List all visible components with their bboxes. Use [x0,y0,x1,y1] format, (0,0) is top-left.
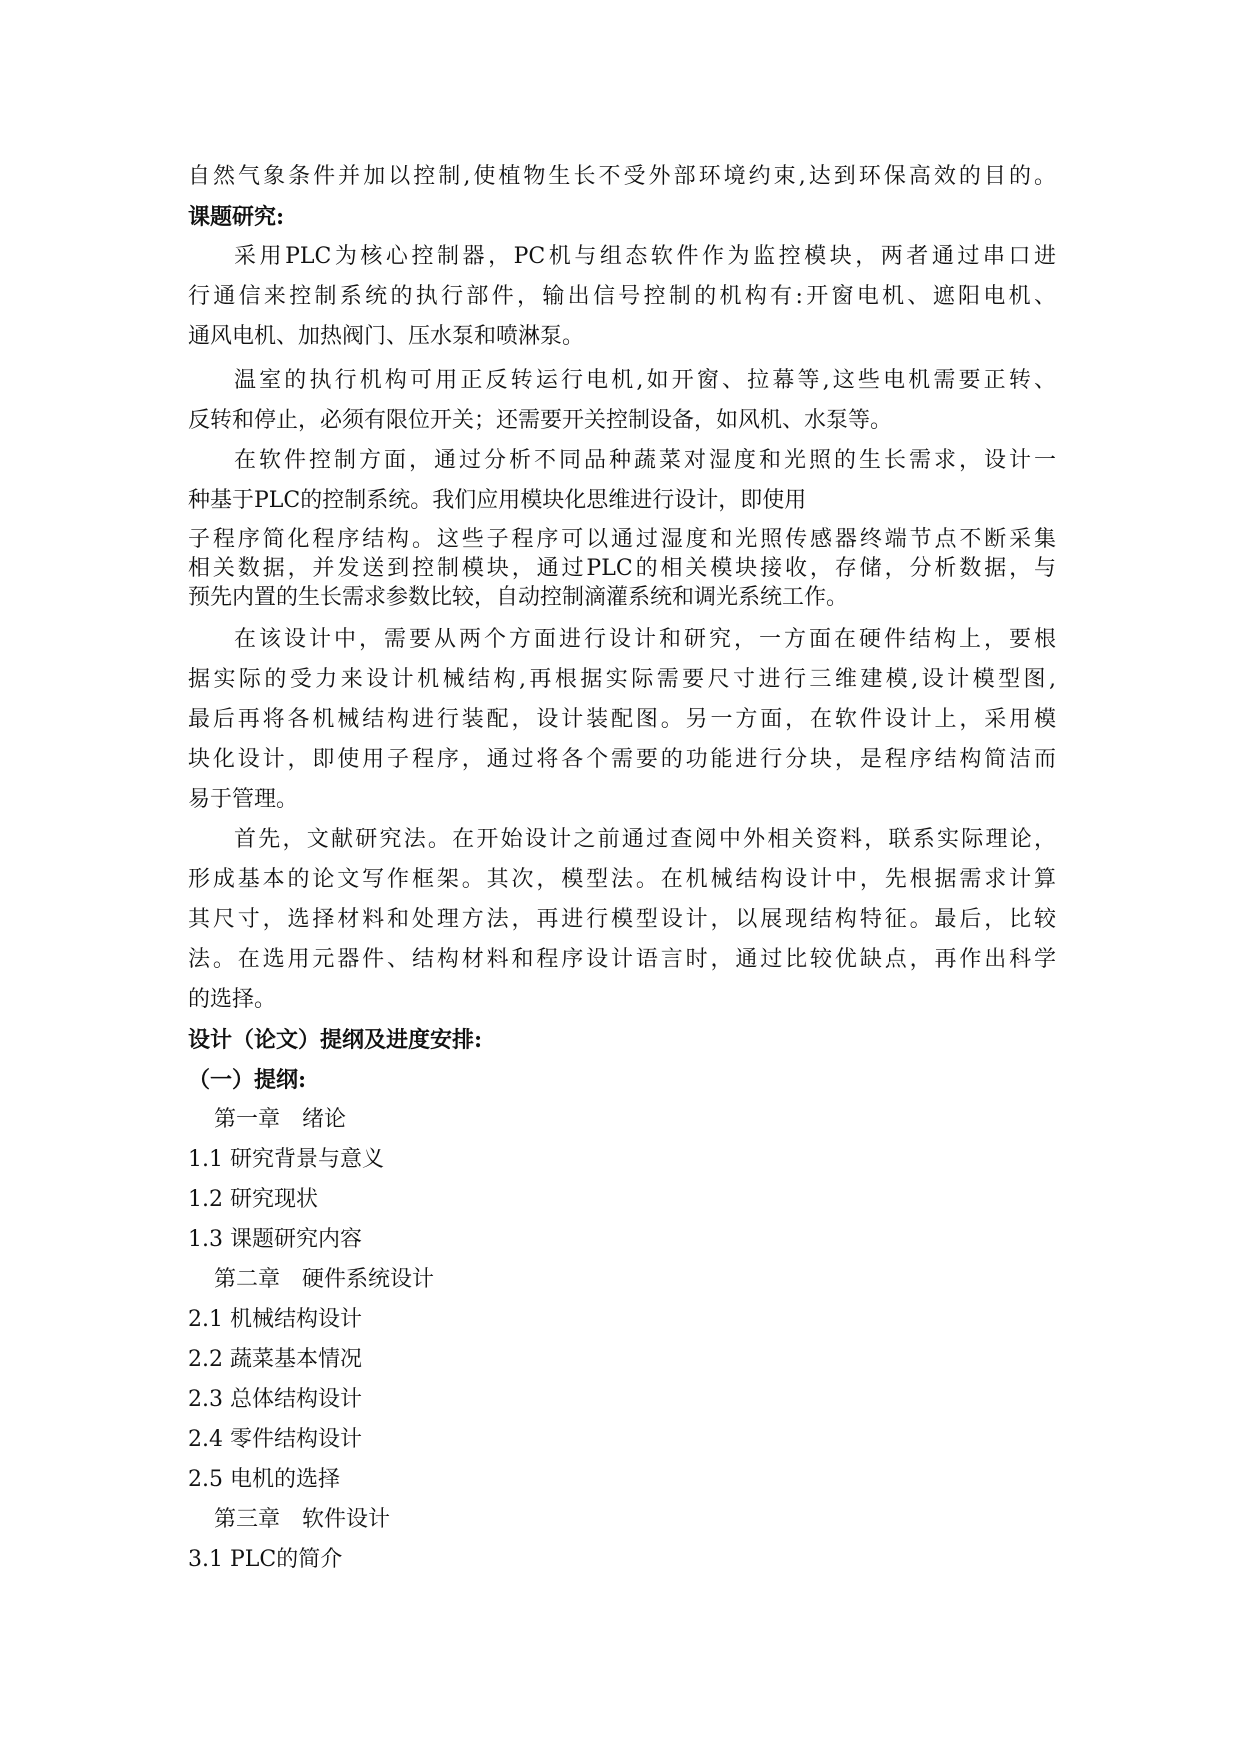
paragraph-greenhouse-line-1: 温室的执行机构可用正反转运行电机,如开窗、拉幕等,这些电机需要正转、 [234,368,1056,393]
paragraph-design-line-3: 最后再将各机械结构进行装配，设计装配图。另一方面，在软件设计上，采用模 [188,707,1056,732]
paragraph-continuation-line: 自然气象条件并加以控制,使植物生长不受外部环境约束,达到环保高效的目的。 [188,164,1056,189]
outline-item: 1.2 研究现状 [188,1187,318,1212]
section-heading-research: 课题研究: [188,204,285,230]
subsection-heading-outline: （一）提纲: [188,1067,307,1093]
paragraph-methods-line-1: 首先，文献研究法。在开始设计之前通过查阅中外相关资料，联系实际理论， [234,827,1056,852]
paragraph-design-line-1: 在该设计中，需要从两个方面进行设计和研究，一方面在硬件结构上，要根 [234,627,1056,652]
paragraph-design-line-2: 据实际的受力来设计机械结构,再根据实际需要尺寸进行三维建模,设计模型图, [188,667,1056,692]
paragraph-methods-line-4: 法。在选用元器件、结构材料和程序设计语言时，通过比较优缺点，再作出科学 [188,947,1056,972]
paragraph-design-line-4: 块化设计，即使用子程序，通过将各个需要的功能进行分块，是程序结构简洁而 [188,747,1056,772]
paragraph-software-line-3: 子程序简化程序结构。这些子程序可以通过湿度和光照传感器终端节点不断采集 [188,527,1056,552]
document-body [188,157,1056,1580]
paragraph-software-line-2: 种基于PLC的控制系统。我们应用模块化思维进行设计，即使用 [188,488,807,513]
paragraph-software-line-4: 相关数据，并发送到控制模块，通过PLC的相关模块接收，存储，分析数据，与 [188,556,1056,581]
outline-item: 2.3 总体结构设计 [188,1387,362,1412]
outline-item: 2.1 机械结构设计 [188,1307,362,1332]
paragraph-plc-line-2: 行通信来控制系统的执行部件，输出信号控制的机构有:开窗电机、遮阳电机、 [188,284,1056,309]
outline-item: 2.2 蔬菜基本情况 [188,1347,362,1372]
outline-chapter-2: 第二章 硬件系统设计 [214,1267,435,1292]
paragraph-software-line-5: 预先内置的生长需求参数比较，自动控制滴灌系统和调光系统工作。 [188,585,849,610]
outline-item: 1.1 研究背景与意义 [188,1147,384,1172]
outline-item: 3.1 PLC的简介 [188,1547,343,1572]
paragraph-software-line-1: 在软件控制方面，通过分析不同品种蔬菜对湿度和光照的生长需求，设计一 [234,448,1056,473]
outline-item: 2.5 电机的选择 [188,1467,340,1492]
paragraph-design-line-5: 易于管理。 [188,787,299,812]
paragraph-greenhouse-line-2: 反转和停止，必须有限位开关；还需要开关控制设备，如风机、水泵等。 [188,408,893,433]
outline-chapter-1: 第一章 绪论 [214,1107,347,1132]
outline-item: 2.4 零件结构设计 [188,1427,362,1452]
paragraph-plc-line-3: 通风电机、加热阀门、压水泵和喷淋泵。 [188,324,585,349]
outline-chapter-3: 第三章 软件设计 [214,1507,391,1532]
outline-item: 1.3 课题研究内容 [188,1227,362,1252]
section-heading-outline-schedule: 设计（论文）提纲及进度安排: [188,1027,483,1053]
paragraph-methods-line-2: 形成基本的论文写作框架。其次，模型法。在机械结构设计中，先根据需求计算 [188,867,1056,892]
paragraph-plc-line-1: 采用PLC为核心控制器，PC机与组态软件作为监控模块，两者通过串口进 [234,244,1056,269]
paragraph-methods-line-3: 其尺寸，选择材料和处理方法，再进行模型设计，以展现结构特征。最后，比较 [188,907,1056,932]
paragraph-methods-line-5: 的选择。 [188,987,277,1012]
